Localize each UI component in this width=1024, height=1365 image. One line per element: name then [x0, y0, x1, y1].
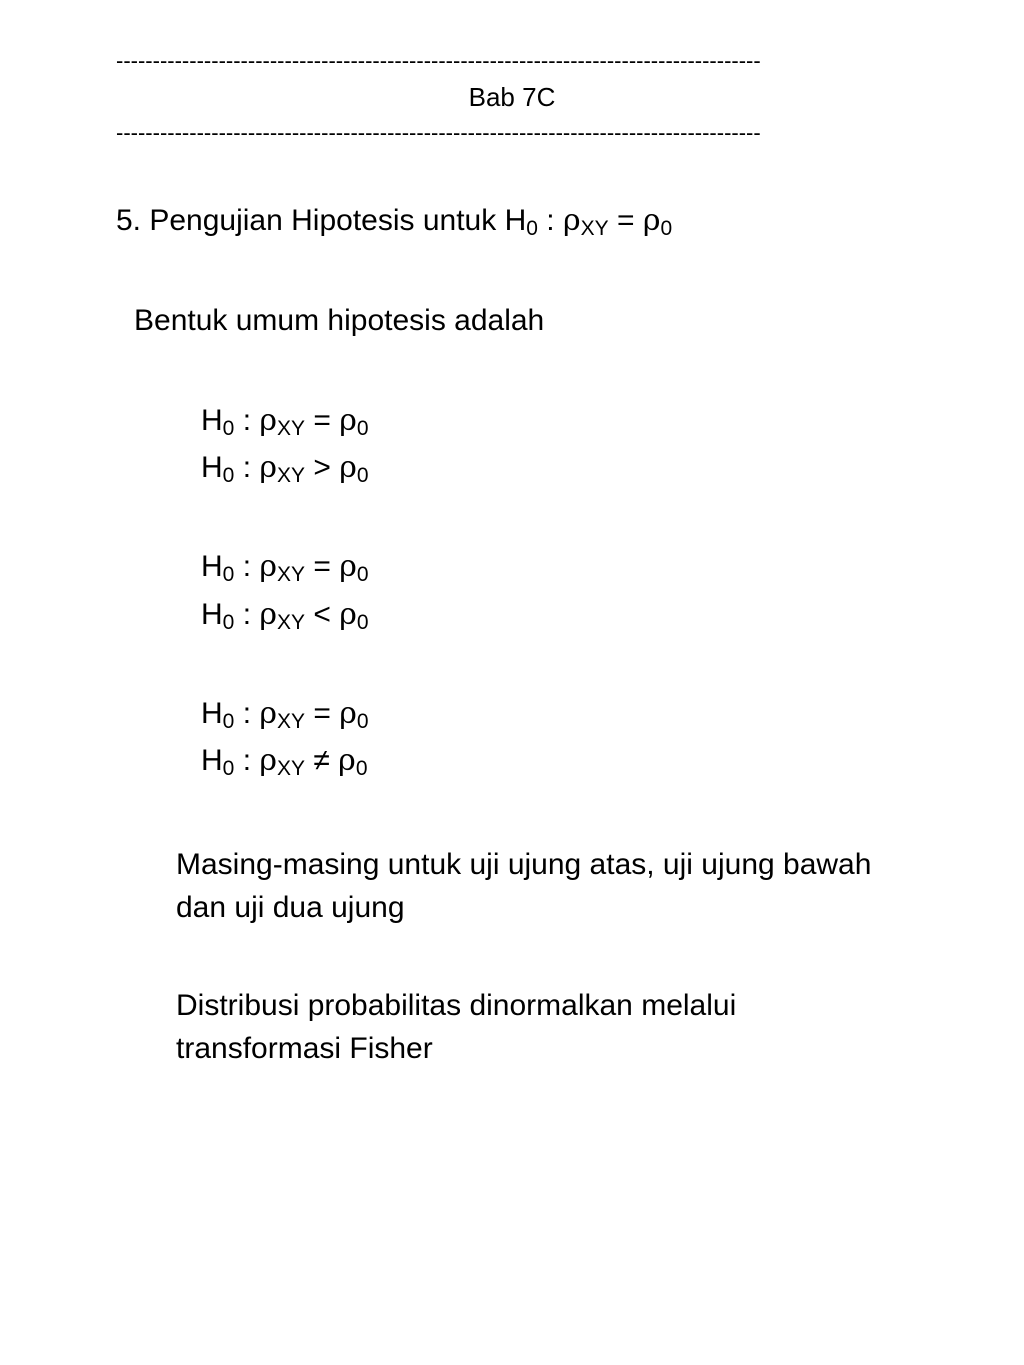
- rho-subscript: 0: [356, 611, 369, 634]
- relation-symbol: ≠: [305, 744, 339, 777]
- hypothesis-line: [201, 743, 368, 779]
- h-symbol: H: [201, 598, 223, 631]
- colon: :: [234, 404, 260, 437]
- relation-symbol: <: [305, 598, 340, 631]
- rho-symbol: ρ: [339, 450, 357, 485]
- hypothesis-line: [201, 597, 369, 633]
- rho-subscript: 0: [356, 710, 369, 733]
- rho-subscript: 0: [356, 464, 369, 487]
- colon: :: [234, 744, 260, 777]
- hypothesis-line: [201, 549, 369, 585]
- h-symbol: H: [201, 451, 223, 484]
- xy-subscript: XY: [277, 417, 306, 440]
- heading-subscript-zero: 0: [526, 217, 538, 240]
- heading-text: 5. Pengujian Hipotesis untuk H: [116, 204, 527, 237]
- relation-symbol: =: [305, 697, 340, 730]
- heading-colon: :: [537, 204, 563, 237]
- heading-subscript-xy: XY: [580, 217, 609, 240]
- h-subscript: 0: [222, 757, 235, 780]
- chapter-title: Bab 7C: [468, 82, 556, 112]
- header-rule-top: ----------------------------------------------------------------------------------------: [116, 48, 761, 73]
- rho-symbol: ρ: [339, 549, 357, 584]
- intro-text: Bentuk umum hipotesis adalah: [134, 304, 545, 337]
- xy-subscript: XY: [277, 611, 306, 634]
- hypothesis-line: [201, 696, 369, 732]
- colon: :: [234, 598, 260, 631]
- heading-rho-zero: ρ: [642, 203, 661, 238]
- colon: :: [234, 550, 260, 583]
- paragraph-test-types: Masing-masing untuk uji ujung atas, uji ujung bawah dan uji dua ujung: [176, 848, 872, 924]
- relation-symbol: >: [305, 451, 340, 484]
- rho-subscript: 0: [356, 563, 369, 586]
- h-symbol: H: [201, 697, 223, 730]
- xy-subscript: XY: [277, 710, 306, 733]
- rho-symbol: ρ: [259, 450, 278, 485]
- relation-symbol: =: [305, 550, 340, 583]
- colon: :: [234, 697, 260, 730]
- rho-symbol: ρ: [339, 696, 357, 731]
- colon: :: [234, 451, 260, 484]
- rho-symbol: ρ: [259, 743, 278, 778]
- h-subscript: 0: [222, 710, 235, 733]
- h-subscript: 0: [222, 611, 235, 634]
- rho-symbol: ρ: [259, 696, 278, 731]
- hypothesis-line: [201, 403, 369, 439]
- xy-subscript: XY: [277, 563, 306, 586]
- rho-symbol: ρ: [339, 597, 357, 632]
- h-subscript: 0: [222, 464, 235, 487]
- header-rule-bottom: ----------------------------------------------------------------------------------------: [116, 120, 761, 145]
- xy-subscript: XY: [277, 757, 306, 780]
- section-heading: [116, 203, 672, 239]
- xy-subscript: XY: [277, 464, 306, 487]
- h-subscript: 0: [222, 417, 235, 440]
- h-symbol: H: [201, 744, 223, 777]
- hypothesis-line: [201, 450, 369, 486]
- heading-rho-subscript-zero: 0: [660, 217, 673, 240]
- rho-symbol: ρ: [259, 597, 278, 632]
- h-symbol: H: [201, 404, 223, 437]
- h-subscript: 0: [222, 563, 235, 586]
- heading-relation: =: [608, 204, 643, 237]
- h-symbol: H: [201, 550, 223, 583]
- rho-subscript: 0: [355, 757, 368, 780]
- heading-rho: ρ: [562, 203, 581, 238]
- rho-subscript: 0: [356, 417, 369, 440]
- rho-symbol: ρ: [338, 743, 356, 778]
- paragraph-fisher-transform: Distribusi probabilitas dinormalkan melalui transformasi Fisher: [176, 989, 737, 1065]
- relation-symbol: =: [305, 404, 340, 437]
- rho-symbol: ρ: [339, 403, 357, 438]
- rho-symbol: ρ: [259, 403, 278, 438]
- rho-symbol: ρ: [259, 549, 278, 584]
